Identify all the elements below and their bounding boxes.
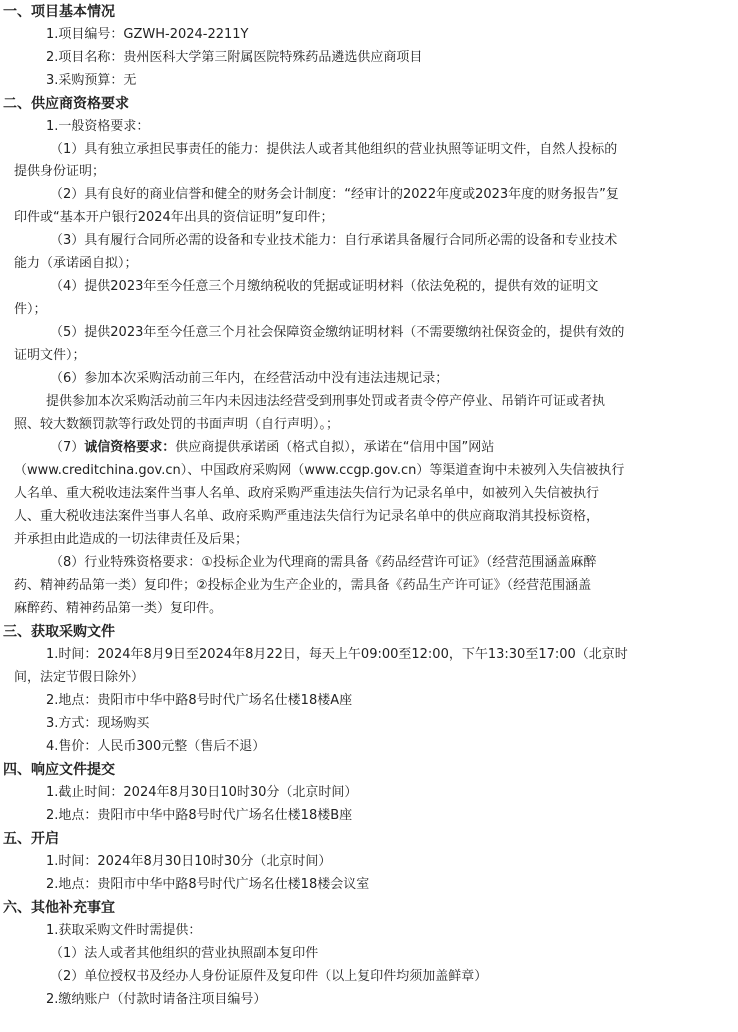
- obtain-time-line-2: 间，法定节假日除外）: [14, 670, 145, 685]
- section-heading-other-matters: 六、其他补充事宜: [3, 900, 115, 916]
- submission-location: 2.地点：贵阳市中华中路8号时代广场名仕楼18楼B座: [46, 808, 353, 823]
- required-document-1: （1）法人或者其他组织的营业执照副本复印件: [50, 946, 319, 961]
- project-budget: 3.采购预算：无: [46, 73, 137, 88]
- payment-account-label: 2.缴纳账户（付款时请备注项目编号）: [46, 992, 267, 1007]
- clause-7-line-3: 人名单、重大税收违法案件当事人名单、政府采购严重违法失信行为记录名单中，如被列入失信被执行: [14, 486, 600, 501]
- opening-location: 2.地点：贵阳市中华中路8号时代广场名仕楼18楼会议室: [46, 877, 370, 892]
- obtain-method: 3.方式：现场购买: [46, 716, 150, 731]
- clause-4-line-2: 件）；: [14, 302, 47, 317]
- clause-7-number: （7）: [50, 440, 85, 455]
- clause-1-line-2: 提供身份证明；: [14, 164, 106, 179]
- obtain-location: 2.地点：贵阳市中华中路8号时代广场名仕楼18楼A座: [46, 693, 353, 708]
- required-document-2: （2）单位授权书及经办人身份证原件及复印件（以上复印件均须加盖鲜章）: [50, 969, 488, 984]
- submission-deadline: 1.截止时间：2024年8月30日10时30分（北京时间）: [46, 785, 358, 800]
- integrity-requirement-label: 诚信资格要求：: [84, 440, 176, 455]
- project-number: 1.项目编号：GZWH-2024-2211Y: [46, 27, 249, 42]
- document-price: 4.售价：人民币300元整（售后不退）: [46, 739, 266, 754]
- clause-7-line-2: （www.creditchina.gov.cn）、中国政府采购网（www.ccgp.gov.cn）等渠道查询中未被列入失信被执行: [14, 463, 625, 478]
- clause-7-line-4: 人、重大税收违法案件当事人名单、政府采购严重违法失信行为记录名单中的供应商取消其投标资格，: [14, 509, 600, 524]
- section-heading-basic-info: 一、项目基本情况: [3, 4, 115, 20]
- clause-7-line-1: [50, 437, 730, 459]
- clause-8-line-2: 药、精神药品第一类）复印件；②投标企业为生产企业的，需具备《药品生产许可证》（经营范围涵盖: [14, 578, 592, 593]
- clause-2-line-2: 印件或“基本开户银行2024年出具的资信证明”复印件；: [14, 210, 334, 225]
- clause-7-text: 供应商提供承诺函（格式自拟），承诺在“信用中国”网站: [175, 440, 495, 455]
- clause-6-line-1: （6）参加本次采购活动前三年内，在经营活动中没有违法违规记录；: [50, 371, 449, 386]
- general-qualifications-label: 1.一般资格要求：: [46, 119, 150, 134]
- section-heading-qualifications: 二、供应商资格要求: [3, 96, 129, 112]
- required-documents-label: 1.获取采购文件时需提供：: [46, 923, 202, 938]
- clause-8-line-3: 麻醉药、精神药品第一类）复印件。: [14, 601, 223, 616]
- clause-6-line-2: 提供参加本次采购活动前三年内未因违法经营受到刑事处罚或者责令停产停业、吊销许可证或者执: [46, 394, 606, 409]
- clause-8-line-1: （8）行业特殊资格要求：①投标企业为代理商的需具备《药品经营许可证》（经营范围涵盖麻醉: [50, 555, 597, 570]
- clause-5-line-1: （5）提供2023年至今任意三个月社会保障资金缴纳证明材料（不需要缴纳社保资金的，提供有效的: [50, 325, 625, 340]
- obtain-time-line-1: 1.时间：2024年8月9日至2024年8月22日，每天上午09:00至12:00，下午13:30至17:00（北京时: [46, 647, 628, 662]
- clause-3-line-2: 能力（承诺函自拟）；: [14, 256, 138, 271]
- section-heading-obtain-documents: 三、获取采购文件: [3, 624, 115, 640]
- project-name: 2.项目名称：贵州医科大学第三附属医院特殊药品遴选供应商项目: [46, 50, 423, 65]
- section-heading-opening: 五、开启: [3, 831, 59, 847]
- clause-1-line-1: （1）具有独立承担民事责任的能力：提供法人或者其他组织的营业执照等证明文件，自然人投标的: [50, 142, 618, 157]
- section-heading-submission: 四、响应文件提交: [3, 762, 115, 778]
- clause-7-line-5: 并承担由此造成的一切法律责任及后果；: [14, 532, 249, 547]
- clause-4-line-1: （4）提供2023年至今任意三个月缴纳税收的凭据或证明材料（依法免税的，提供有效的证明文: [50, 279, 599, 294]
- clause-5-line-2: 证明文件）；: [14, 348, 86, 363]
- clause-2-line-1: （2）具有良好的商业信誉和健全的财务会计制度：“经审计的2022年度或2023年度的财务报告”复: [50, 187, 619, 202]
- clause-6-line-3: 照、较大数额罚款等行政处罚的书面声明（自行声明）。；: [14, 417, 340, 432]
- opening-time: 1.时间：2024年8月30日10时30分（北京时间）: [46, 854, 332, 869]
- clause-3-line-1: （3）具有履行合同所必需的设备和专业技术能力：自行承诺具备履行合同所必需的设备和专业技术: [50, 233, 618, 248]
